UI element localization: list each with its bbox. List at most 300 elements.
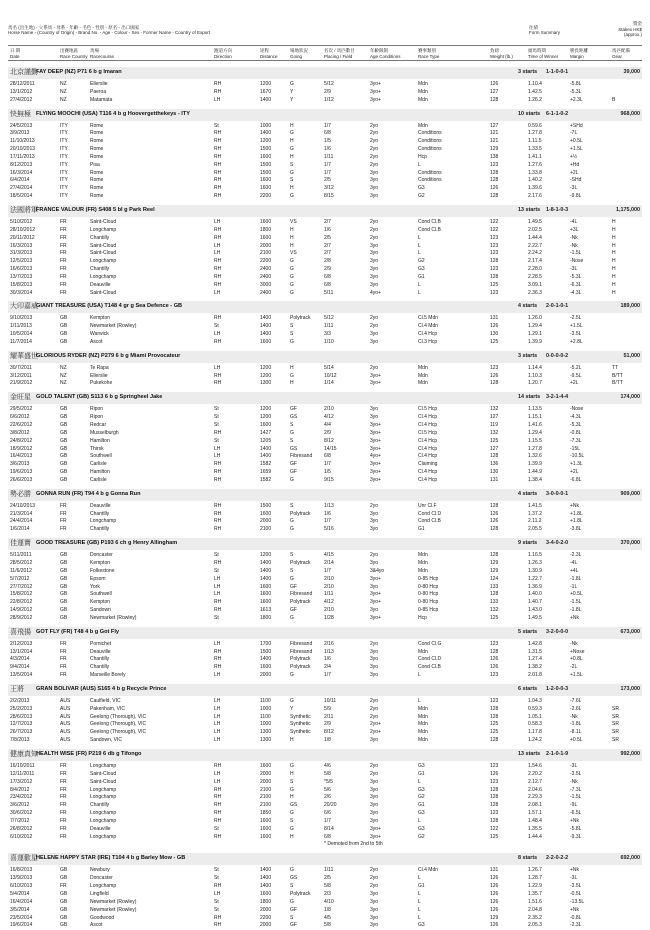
cell-margin: +Nk bbox=[570, 817, 580, 824]
cell-distance: 2000 bbox=[260, 672, 272, 679]
cell-date: 6/10/2012 bbox=[10, 833, 33, 840]
cell-date: 28/9/2012 bbox=[10, 614, 33, 621]
cell-time: 1.24.2 bbox=[528, 737, 542, 744]
cell-distance: 1400 bbox=[260, 331, 272, 338]
race-row bbox=[8, 875, 642, 883]
cell-age: 2yo bbox=[370, 218, 379, 225]
cell-course: Hamilton bbox=[90, 469, 110, 476]
cell-distance: 1600 bbox=[260, 825, 272, 832]
cell-course: Folkestone bbox=[90, 567, 115, 574]
cell-margin: +4L bbox=[570, 567, 579, 574]
cell-weight: 128 bbox=[490, 705, 499, 712]
race-row bbox=[8, 235, 642, 243]
cell-age: 2yo bbox=[370, 226, 379, 233]
race-row bbox=[8, 414, 642, 422]
cell-going: G bbox=[290, 338, 294, 345]
cell-course: Kempton bbox=[90, 559, 111, 566]
cell-going: GF bbox=[290, 406, 297, 413]
cell-country: FR bbox=[60, 258, 67, 265]
cell-date: 27/4/2014 bbox=[10, 185, 33, 192]
cell-going: Polytrack bbox=[290, 656, 311, 663]
cell-weight: 126 bbox=[490, 323, 499, 330]
cell-weight: 128 bbox=[490, 713, 499, 720]
cell-country: GB bbox=[60, 890, 68, 897]
cell-going: Fibresand bbox=[290, 453, 313, 460]
cell-age: 3yo bbox=[370, 817, 379, 824]
race-row bbox=[8, 552, 642, 560]
horse-name-zh: 勢必勝 bbox=[10, 490, 31, 498]
cell-distance: 1427 bbox=[260, 429, 272, 436]
cell-country: ITY bbox=[60, 161, 68, 168]
cell-age: 3yo bbox=[370, 258, 379, 265]
cell-placing: 1/28 bbox=[324, 614, 334, 621]
cell-gear: H bbox=[612, 273, 616, 280]
cell-weight: 128 bbox=[490, 526, 499, 533]
cell-country: NZ bbox=[60, 380, 67, 387]
cell-racetype: Unr Cl.F bbox=[418, 502, 437, 509]
cell-margin: -2.5L bbox=[570, 315, 582, 322]
cell-placing: 1/7 bbox=[324, 461, 331, 468]
cell-placing: 1/5 bbox=[324, 138, 331, 145]
cell-margin: -0.8L bbox=[570, 914, 582, 921]
starts-count: 13 starts bbox=[518, 206, 541, 213]
cell-placing: 2/9 bbox=[324, 266, 331, 273]
cell-time: 2.02.5 bbox=[528, 226, 542, 233]
cell-placing: *5/5 bbox=[324, 778, 333, 785]
cell-course: Ripon bbox=[90, 414, 104, 421]
cell-placing: 8/14 bbox=[324, 825, 334, 832]
cell-weight: 122 bbox=[490, 226, 499, 233]
cell-course: Carlisle bbox=[90, 461, 107, 468]
cell-time: 1.04.3 bbox=[528, 697, 542, 704]
cell-country: FR bbox=[60, 656, 67, 663]
horse-name-zh: 耀華盛世 bbox=[10, 352, 38, 360]
cell-going: VS bbox=[290, 218, 297, 225]
cell-margin: -1.5L bbox=[570, 250, 582, 257]
cell-margin: -1.5L bbox=[570, 599, 582, 606]
cell-country: FR bbox=[60, 510, 67, 517]
cell-direction: St bbox=[214, 867, 219, 874]
cell-direction: LH bbox=[214, 289, 221, 296]
cell-date: 6/6/2012 bbox=[10, 414, 30, 421]
cell-course: Caulfield, VIC bbox=[90, 697, 121, 704]
cell-placing: 2/7 bbox=[324, 250, 331, 257]
col-margin: 勝負距離 Margin bbox=[570, 48, 588, 59]
cell-weight: 128 bbox=[490, 169, 499, 176]
cell-age: 3&4yo bbox=[370, 567, 385, 574]
cell-weight: 126 bbox=[490, 81, 499, 87]
cell-age: 3yo bbox=[370, 281, 379, 288]
form-summary: 6-1-1-0-2 bbox=[546, 110, 569, 117]
cell-date: 26/7/2013 bbox=[10, 729, 33, 736]
cell-going: H bbox=[290, 794, 294, 801]
cell-age: 2yo bbox=[370, 713, 379, 720]
cell-margin: +SHd bbox=[570, 122, 583, 129]
cell-country: ITY bbox=[60, 122, 68, 129]
cell-weight: 129 bbox=[490, 914, 499, 921]
cell-course: Matamata bbox=[90, 96, 113, 103]
cell-time: 1.38.4 bbox=[528, 476, 542, 483]
cell-margin: -15L bbox=[570, 445, 581, 452]
cell-age: 2yo bbox=[370, 364, 379, 371]
cell-weight: 122 bbox=[490, 218, 499, 225]
cell-weight: 127 bbox=[490, 88, 499, 95]
cell-age: 2yo bbox=[370, 161, 379, 168]
cell-course: Epsom bbox=[90, 575, 106, 582]
cell-going: S bbox=[290, 552, 294, 559]
cell-course: Rome bbox=[90, 185, 104, 192]
cell-placing: 8/12 bbox=[324, 437, 334, 444]
cell-time: 1.26.0 bbox=[528, 315, 542, 322]
cell-age: 3yo+ bbox=[370, 81, 381, 87]
cell-distance: 1300 bbox=[260, 737, 272, 744]
cell-distance: 1100 bbox=[260, 713, 271, 720]
race-row bbox=[8, 438, 642, 446]
cell-margin: +1.8L bbox=[570, 510, 583, 517]
stakes-header bbox=[618, 21, 642, 38]
race-row bbox=[8, 315, 642, 323]
cell-time: 2.04.8 bbox=[528, 906, 542, 913]
horse-name-en: FAY DEEP (NZ) P71 6 b g Imaran bbox=[36, 69, 122, 75]
race-row bbox=[8, 607, 642, 615]
cell-gear: TT bbox=[612, 364, 619, 371]
cell-country: NZ bbox=[60, 364, 67, 371]
cell-racetype: Cond Cl.B bbox=[418, 518, 441, 525]
cell-racetype: Mdn bbox=[418, 372, 428, 379]
cell-date: 30/3/2014 bbox=[10, 289, 33, 296]
cell-placing: 1/7 bbox=[324, 567, 331, 574]
cell-direction: RH bbox=[214, 648, 222, 655]
cell-weight: 138 bbox=[490, 153, 499, 160]
cell-direction: LH bbox=[214, 445, 221, 452]
cell-margin: -0.8L bbox=[570, 429, 582, 436]
cell-going: G bbox=[290, 763, 294, 769]
race-row bbox=[8, 779, 642, 787]
cell-date: 28/12/2011 bbox=[10, 81, 35, 87]
cell-going: S bbox=[290, 778, 294, 785]
cell-country: FR bbox=[60, 226, 67, 233]
cell-age: 2yo bbox=[370, 234, 379, 241]
cell-age: 2yo bbox=[370, 763, 379, 769]
cell-gear: SR bbox=[612, 729, 619, 736]
cell-date: 26/8/2012 bbox=[10, 825, 33, 832]
cell-age: 3yo bbox=[370, 664, 379, 671]
cell-racetype: Cl.4 Hcp bbox=[418, 437, 438, 444]
cell-going: G bbox=[290, 193, 294, 200]
cell-going: S bbox=[290, 817, 294, 824]
cell-going: Polytrack bbox=[290, 890, 311, 897]
cell-margin: -1.8L bbox=[570, 607, 582, 614]
cell-course: Rome bbox=[90, 138, 104, 145]
cell-placing: 1/8 bbox=[324, 906, 331, 913]
cell-weight: 128 bbox=[490, 453, 499, 460]
cell-direction: RH bbox=[214, 380, 222, 387]
cell-country: NZ bbox=[60, 81, 67, 87]
cell-age: 3yo bbox=[370, 922, 379, 929]
cell-going: S bbox=[290, 422, 294, 428]
cell-country: FR bbox=[60, 770, 67, 777]
cell-age: 3yo bbox=[370, 914, 379, 921]
cell-country: FR bbox=[60, 640, 67, 647]
col-country: 出賽地區 Race Country bbox=[60, 48, 88, 59]
cell-course: Longchamp bbox=[90, 258, 117, 265]
cell-age: 3yo bbox=[370, 518, 379, 525]
cell-distance: 1400 bbox=[260, 96, 272, 103]
cell-racetype: Conditions bbox=[418, 138, 442, 145]
cell-going: G bbox=[290, 289, 294, 296]
cell-weight: 131 bbox=[490, 476, 499, 483]
cell-age: 3yo+ bbox=[370, 469, 381, 476]
cell-time: 1.36.9 bbox=[528, 583, 542, 590]
cell-date: 16/4/2013 bbox=[10, 453, 33, 460]
cell-going: GF bbox=[290, 906, 297, 913]
cell-going: Polytrack bbox=[290, 315, 311, 322]
cell-country: GB bbox=[60, 914, 68, 921]
starts-count: 9 starts bbox=[518, 540, 538, 547]
race-row bbox=[8, 503, 642, 511]
cell-margin: -5.3L bbox=[570, 422, 582, 428]
cell-age: 3yo bbox=[370, 794, 379, 801]
cell-direction: RH bbox=[214, 526, 222, 533]
cell-weight: 128 bbox=[490, 552, 499, 559]
cell-course: Deauville bbox=[90, 281, 111, 288]
cell-placing: 6/8 bbox=[324, 130, 331, 137]
cell-racetype: Mdn bbox=[418, 721, 428, 728]
cell-country: GB bbox=[60, 898, 68, 905]
cell-racetype: Mdn bbox=[418, 88, 428, 95]
cell-direction: RH bbox=[214, 146, 222, 153]
cell-weight: 126 bbox=[490, 922, 499, 929]
cell-placing: 1/6 bbox=[324, 226, 331, 233]
cell-distance: 1500 bbox=[260, 161, 272, 168]
cell-date: 9/4/2014 bbox=[10, 664, 30, 671]
cell-time: 1.28.7 bbox=[528, 875, 542, 882]
cell-direction: LH bbox=[214, 591, 221, 598]
cell-date: 20/11/2012 bbox=[10, 234, 35, 241]
cell-course: Deauville bbox=[90, 825, 111, 832]
cell-weight: 123 bbox=[490, 266, 499, 273]
cell-date: 11/6/2012 bbox=[10, 567, 32, 574]
cell-course: Te Rapa bbox=[90, 364, 109, 371]
cell-time: 2.05.5 bbox=[528, 526, 542, 533]
race-row bbox=[8, 706, 642, 714]
cell-age: 2yo bbox=[370, 153, 379, 160]
cell-age: 3yo+ bbox=[370, 445, 381, 452]
cell-time: 1.27.4 bbox=[528, 656, 542, 663]
cell-course: Doncaster bbox=[90, 552, 113, 559]
cell-distance: 1600 bbox=[260, 591, 272, 598]
cell-going: S bbox=[290, 502, 294, 509]
cell-age: 3yo bbox=[370, 331, 379, 338]
cell-placing: 2/7 bbox=[324, 242, 331, 249]
cell-going: G bbox=[290, 867, 294, 874]
cell-racetype: Conditions bbox=[418, 177, 442, 184]
cell-country: GB bbox=[60, 583, 68, 590]
cell-date: 14/9/2012 bbox=[10, 607, 33, 614]
cell-weight: 128 bbox=[490, 737, 499, 744]
cell-age: 3yo bbox=[370, 672, 379, 679]
cell-course: Chantilly bbox=[90, 510, 110, 517]
stakes-value: 51,000 bbox=[623, 352, 640, 359]
race-row bbox=[8, 422, 642, 430]
col-time: 頭馬時間 Time of Winner bbox=[528, 48, 559, 59]
cell-country: GB bbox=[60, 607, 68, 614]
cell-going: Synthetic bbox=[290, 721, 311, 728]
cell-margin: +1.5L bbox=[570, 672, 583, 679]
cell-course: Deauville bbox=[90, 502, 111, 509]
cell-country: ITY bbox=[60, 153, 68, 160]
cell-margin: +3L bbox=[570, 226, 579, 233]
cell-gear: H bbox=[612, 218, 616, 225]
cell-country: GB bbox=[60, 575, 68, 582]
cell-age: 3yo bbox=[370, 906, 379, 913]
cell-going: Polytrack bbox=[290, 510, 311, 517]
cell-time: 1.35.5 bbox=[528, 825, 542, 832]
cell-time: 1.27.8 bbox=[528, 445, 542, 452]
cell-margin: +1.3L bbox=[570, 461, 583, 468]
cell-going: S bbox=[290, 437, 294, 444]
cell-course: Warwick bbox=[90, 331, 109, 338]
cell-date: 3/9/2013 bbox=[10, 130, 30, 137]
horse-name-en: GOLD TALENT (GB) S113 6 b g Springheel Jake bbox=[36, 394, 163, 401]
cell-placing: 8/15 bbox=[324, 193, 334, 200]
cell-margin: -6.5L bbox=[570, 810, 582, 817]
cell-country: GB bbox=[60, 476, 68, 483]
cell-margin: -5.3L bbox=[570, 273, 582, 280]
cell-direction: RH bbox=[214, 476, 222, 483]
cell-racetype: L bbox=[418, 875, 421, 882]
cell-date: 1/6/2014 bbox=[10, 526, 30, 533]
cell-racetype: L bbox=[418, 898, 421, 905]
cell-gear: H bbox=[612, 250, 616, 257]
cell-country: ITY bbox=[60, 130, 68, 137]
cell-racetype: Cl.4 Hcp bbox=[418, 476, 438, 483]
cell-distance: 1582 bbox=[260, 476, 272, 483]
form-summary: 2-0-1-0-1 bbox=[546, 303, 569, 310]
cell-margin: +2.8L bbox=[570, 338, 583, 345]
cell-racetype: G3 bbox=[418, 763, 425, 769]
cell-country: GB bbox=[60, 591, 68, 598]
race-row bbox=[8, 698, 642, 706]
cell-placing: 8/12 bbox=[324, 729, 334, 736]
cell-racetype: Mdn bbox=[418, 552, 428, 559]
cell-margin: -9L bbox=[570, 802, 578, 809]
cell-direction: LH bbox=[214, 705, 221, 712]
cell-course: Rome bbox=[90, 153, 104, 160]
cell-weight: 129 bbox=[490, 567, 499, 574]
cell-time: 1.48.4 bbox=[528, 817, 542, 824]
cell-margin: +Nk bbox=[570, 614, 580, 621]
cell-placing: 20/20 bbox=[324, 802, 337, 809]
cell-time: 1.29.1 bbox=[528, 331, 542, 338]
cell-time: 1.40.7 bbox=[528, 599, 542, 606]
col-distance: 途程 Distance bbox=[260, 48, 278, 59]
cell-weight: 128 bbox=[490, 648, 499, 655]
col-direction: 跑道方向 Direction bbox=[214, 48, 232, 59]
cell-age: 3yo+ bbox=[370, 88, 381, 95]
cell-date: 30/6/2012 bbox=[10, 810, 33, 817]
horse-name-zh: 王將 bbox=[10, 685, 24, 693]
cell-country: GB bbox=[60, 315, 68, 322]
cell-gear: B bbox=[612, 96, 616, 103]
cell-gear: SR bbox=[612, 705, 619, 712]
race-table bbox=[8, 217, 642, 297]
cell-age: 2yo bbox=[370, 883, 379, 890]
cell-going: G bbox=[290, 266, 294, 273]
cell-margin: -5.3L bbox=[570, 88, 582, 95]
cell-distance: 1300 bbox=[260, 380, 272, 387]
cell-course: Geelong (Thorough), VIC bbox=[90, 721, 147, 728]
cell-racetype: Cl.4 Hcp bbox=[418, 331, 438, 338]
cell-going: Synthetic bbox=[290, 713, 311, 720]
cell-racetype: Conditions bbox=[418, 146, 442, 153]
cell-time: 1.14.4 bbox=[528, 364, 542, 371]
cell-weight: 123 bbox=[490, 697, 499, 704]
cell-age: 3yo+ bbox=[370, 96, 381, 103]
cell-placing: 2/8 bbox=[324, 258, 331, 265]
cell-distance: 2000 bbox=[260, 518, 272, 525]
cell-time: 2.24.2 bbox=[528, 250, 542, 257]
cell-distance: 2400 bbox=[260, 266, 272, 273]
cell-placing: 10/11 bbox=[324, 697, 337, 704]
cell-time: 1.05.1 bbox=[528, 713, 542, 720]
horse-name-en: GLORIOUS RYDER (NZ) P279 6 b g Miami Provocateur bbox=[36, 352, 181, 359]
cell-weight: 127 bbox=[490, 414, 499, 421]
cell-course: Longchamp bbox=[90, 518, 117, 525]
horse-header bbox=[8, 392, 642, 404]
cell-margin: -3L bbox=[570, 266, 578, 273]
cell-placing: 2/5 bbox=[324, 177, 331, 184]
cell-course: Longchamp bbox=[90, 883, 117, 890]
cell-weight: 123 bbox=[490, 289, 499, 296]
cell-direction: St bbox=[214, 875, 219, 882]
horse-header bbox=[8, 684, 642, 696]
cell-weight: 125 bbox=[490, 281, 499, 288]
race-table bbox=[8, 79, 642, 105]
cell-course: Pakenham, VIC bbox=[90, 705, 126, 712]
race-row bbox=[8, 170, 642, 178]
cell-racetype: Cl.4 Hcp bbox=[418, 453, 438, 460]
cell-age: 2yo bbox=[370, 867, 379, 874]
cell-gear: H bbox=[612, 242, 616, 249]
cell-margin: +0.5L bbox=[570, 138, 583, 145]
cell-weight: 126 bbox=[490, 664, 499, 671]
cell-time: 1.16.5 bbox=[528, 552, 542, 559]
cell-date: 22/6/2012 bbox=[10, 422, 33, 428]
cell-placing: 9/15 bbox=[324, 476, 334, 483]
cell-age: 3yo+ bbox=[370, 437, 381, 444]
cell-date: 24/10/2013 bbox=[10, 502, 36, 509]
race-row bbox=[8, 922, 642, 930]
cell-placing: 5/8 bbox=[324, 883, 331, 890]
cell-weight: 126 bbox=[490, 770, 499, 777]
cell-country: GB bbox=[60, 461, 68, 468]
cell-time: 1.44.4 bbox=[528, 833, 542, 840]
cell-going: G bbox=[290, 169, 294, 176]
cell-distance: 1600 bbox=[260, 510, 272, 517]
cell-country: FR bbox=[60, 250, 67, 257]
cell-placing: 6/8 bbox=[324, 273, 331, 280]
cell-time: 1.30.9 bbox=[528, 567, 542, 574]
cell-distance: 1000 bbox=[260, 705, 272, 712]
race-row bbox=[8, 729, 642, 737]
cell-going: H bbox=[290, 364, 294, 371]
cell-racetype: Cond Cl.B bbox=[418, 664, 441, 671]
cell-course: Newbury bbox=[90, 867, 110, 874]
cell-course: Longchamp bbox=[90, 817, 117, 824]
cell-placing: 1/7 bbox=[324, 817, 331, 824]
race-row bbox=[8, 511, 642, 519]
